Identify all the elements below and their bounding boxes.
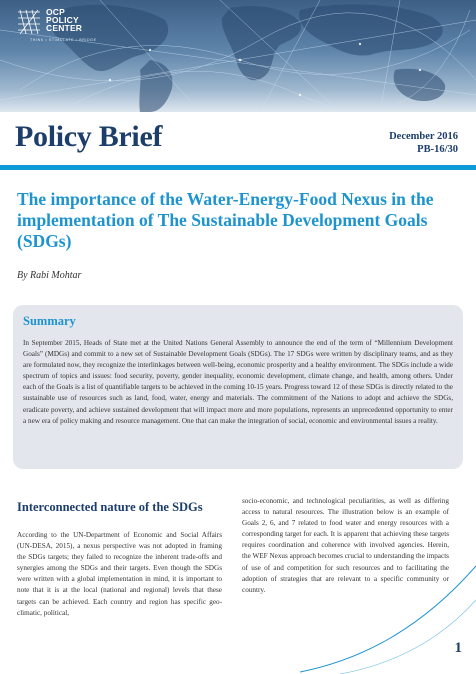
header-banner	[0, 0, 476, 112]
decorative-swoosh	[300, 560, 476, 674]
issue-info	[389, 130, 458, 156]
issue-date: December 2016	[389, 131, 458, 142]
logo-tagline: THINK • STIMULATE • BRIDGE	[30, 38, 97, 42]
summary-box	[13, 305, 463, 469]
body-column-right: socio-economic, and technological peculiarities, as well as differing access to natural resources. The illustration below is an example of Goals 2, 6, and 7 related to food water and energy resources with a corresponding target for each. It is apparent that achieving these targets requires coordination and coherence with involved agencies. Herein, the WEF Nexus approach becomes crucial to understanding the impacts of use of and competition for such resources and to facilitating the adoption of strategies that are relevant to a specific community or country.	[242, 497, 449, 594]
logo-globe-icon	[14, 6, 44, 40]
issue-code: PB-16/30	[417, 144, 458, 155]
summary-heading: Summary	[23, 314, 76, 328]
logo-wordmark: OCP POLICY CENTER	[46, 7, 83, 33]
section-heading: Interconnected nature of the SDGs	[17, 500, 203, 514]
page-number: 1	[454, 640, 462, 656]
author-byline: By Rabi Mohtar	[17, 270, 82, 281]
body-column-left: According to the UN-Department of Economic and Social Affairs (UN-DESA, 2015), a nexus perspective was not adopted in framing the SDGs targets; they failed to recognize the inherent trade-offs and synergies among the SDGs and their targets. Even though the SDGs were written with a global implementation in mind, it is important to note that it is at the local (national and regional) levels that these targets can be achieved. Each country and region has specific geo-climatic, political,	[17, 531, 222, 617]
article-title: The importance of the Water-Energy-Food Nexus in the implementation of The Sustainable Development Goals (SDGs)	[17, 189, 434, 251]
summary-text: In September 2015, Heads of State met at the United Nations General Assembly to announce the end of the term of “Millennium Development Goals” (MDGs) and commit to a new set of Sustainable Development Goals (SDGs). The 17 SDGs were written by disciplinary teams, and as they are formulated now, they recognize the interlinkages between well-being, economic prosperity and a healthy environment. The SDGs include a wide spectrum of topics and issues: food security, poverty, gender inequality, economic development, climate change, and health, among others. Under each of the Goals is a list of quantifiable targets to be achieved in the coming 10-15 years. Progress toward 12 of these SDGs is directly related to the sustainable use of resources such as land, food, water, energy and materials. The commitment of the Nations to adopt and achieve the SDGs, eradicate poverty, and achieve sustained development that will impact more and more populations, represents an unprecedented opportunity to enter a new era of policy making and resource management. One that can make the integration of social, economic and environmental issues a reality.	[23, 339, 453, 425]
policy-brief-title: Policy Brief	[15, 120, 163, 153]
header-divider	[0, 165, 476, 170]
